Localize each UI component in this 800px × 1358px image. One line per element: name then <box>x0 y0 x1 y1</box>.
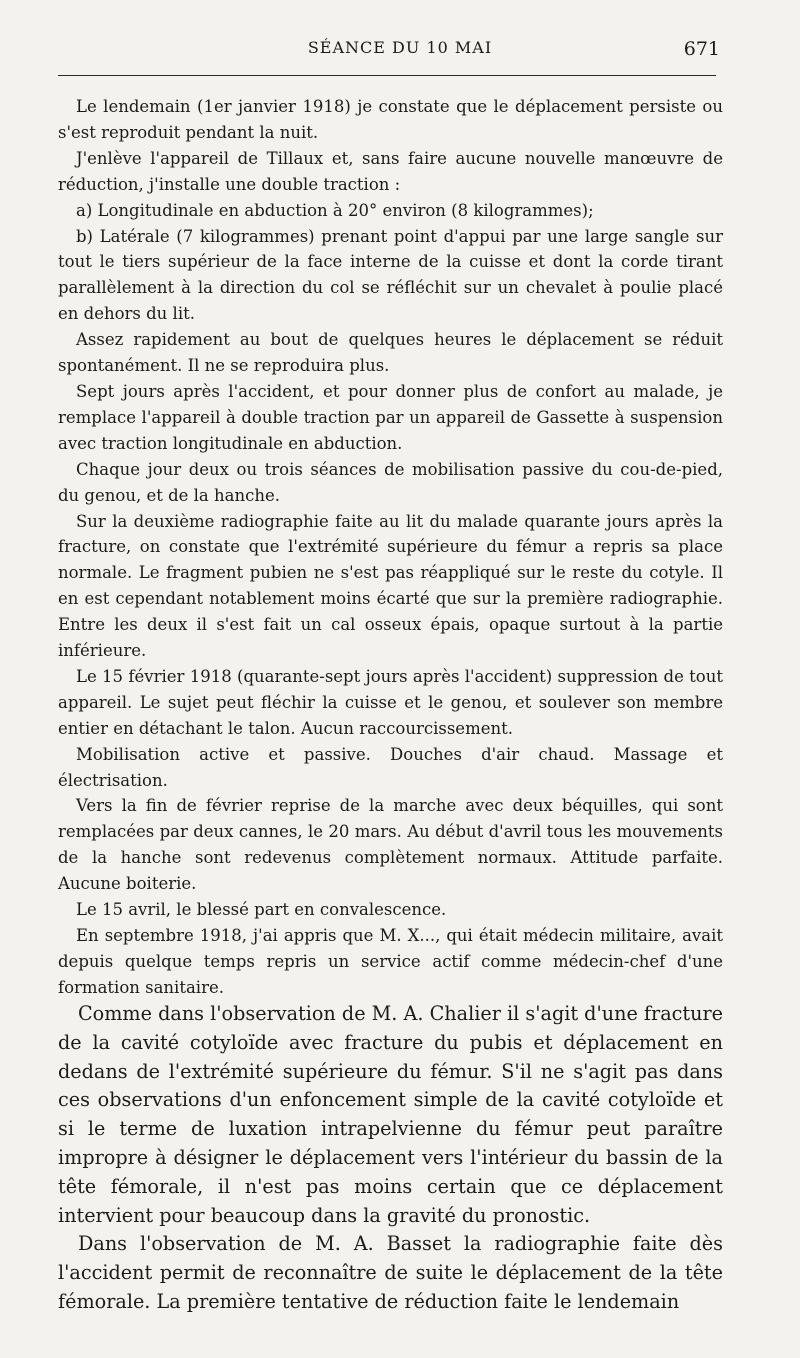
page-number: 671 <box>683 38 720 60</box>
paragraph: Chaque jour deux ou trois séances de mobilisation passive du cou-de-pied, du genou, et de la hanche. <box>58 459 723 505</box>
paragraph: Sept jours après l'accident, et pour donner plus de confort au malade, je remplace l'appareil à double traction par un appareil de Gassette à suspension avec traction longitudinale en abduction. <box>58 381 723 453</box>
page-header <box>0 38 800 62</box>
paragraph: Dans l'observation de M. A. Basset la radiographie faite dès l'accident permit de reconnaître de suite le déplacement de la tête fémorale. La première tentative de réduction faite le lendemain <box>58 1232 723 1313</box>
running-title: SÉANCE DU 10 MAI <box>307 38 493 57</box>
paragraph: Sur la deuxième radiographie faite au lit du malade quarante jours après la fracture, on constate que l'extrémité supérieure du fémur a repris sa place normale. Le fragment pubien ne s'est pas réappliqué sur le reste du cotyle. Il en est cependant notablement moins écarté que sur la première radiographie. Entre les deux il s'est fait un cal osseux épais, opaque surtout à la partie inférieure. <box>58 511 723 661</box>
paragraph: Le 15 février 1918 (quarante-sept jours après l'accident) suppression de tout appareil. Le sujet peut fléchir la cuisse et le genou, et soulever son membre entier en détachant le talon. Aucun raccourcissement. <box>58 666 723 738</box>
paragraph: a) Longitudinale en abduction à 20° environ (8 kilogrammes); <box>76 200 594 220</box>
paragraph: En septembre 1918, j'ai appris que M. X..., qui était médecin militaire, avait depuis quelque temps repris un service actif comme médecin-chef d'une formation sanitaire. <box>58 926 723 997</box>
header-rule <box>58 75 716 76</box>
paragraph: Mobilisation active et passive. Douches d'air chaud. Massage et électrisation. <box>58 744 723 790</box>
discussion-text <box>58 1000 723 1317</box>
paragraph: Comme dans l'observation de M. A. Chalier il s'agit d'une fracture de la cavité cotyloïde avec fracture du pubis et déplacement en dedans de l'extrémité supérieure du fémur. S'il ne s'agit pas dans ces observations d'un enfoncement simple de la cavité cotyloïde et si le terme de luxation intrapelvienne du fémur peut paraître impropre à désigner le déplacement vers l'intérieur du bassin de la tête fémorale, il n'est pas moins certain que ce déplacement intervient pour beaucoup dans la gravité du pronostic. <box>58 1002 723 1227</box>
case-report-text <box>58 94 723 1001</box>
paragraph: Assez rapidement au bout de quelques heures le déplacement se réduit spontanément. Il ne se reproduira plus. <box>58 330 723 376</box>
paragraph: J'enlève l'appareil de Tillaux et, sans faire aucune nouvelle manœuvre de réduction, j'installe une double traction : <box>58 148 723 194</box>
paragraph: Le 15 avril, le blessé part en convalescence. <box>76 900 447 920</box>
paragraph: Le lendemain (1er janvier 1918) je constate que le déplacement persiste ou s'est reproduit pendant la nuit. <box>58 97 723 142</box>
paragraph: b) Latérale (7 kilogrammes) prenant point d'appui par une large sangle sur tout le tiers supérieur de la face interne de la cuisse et dont la corde tirant parallèlement à la direction du col se réfléchit sur un chevalet à poulie placé en dehors du lit. <box>58 226 723 324</box>
paragraph: Vers la fin de février reprise de la marche avec deux béquilles, qui sont remplacées par deux cannes, le 20 mars. Au début d'avril tous les mouvements de la hanche sont redevenus complètement normaux. Attitude parfaite. Aucune boiterie. <box>58 796 723 894</box>
